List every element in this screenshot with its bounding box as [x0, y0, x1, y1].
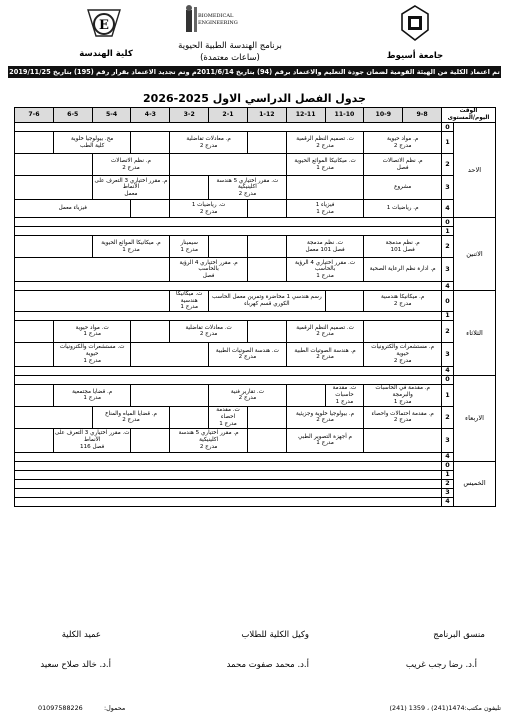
class-cell — [364, 176, 442, 200]
class-cell — [15, 200, 131, 218]
time-slot-header: 5-4 — [92, 108, 131, 123]
class-cell — [53, 384, 131, 406]
course-name: ت. معادلات تفاضلية — [185, 324, 232, 331]
empty-cell — [286, 384, 325, 406]
empty-cell — [131, 132, 170, 154]
schedule-row — [15, 291, 496, 312]
level-label: 4 — [441, 497, 453, 506]
course-room: مدرج 2 — [316, 331, 334, 338]
class-cell — [92, 176, 170, 200]
course-name: م. مقرر اختياري 4 الرؤية بالحاسب — [179, 259, 238, 273]
empty-cell — [15, 291, 170, 312]
class-cell — [364, 200, 442, 218]
footer-mobile-label: محمول: — [104, 704, 126, 712]
course-name: م. نظم الاتصالات — [110, 157, 151, 164]
day-label: الثلاثاء — [454, 291, 496, 376]
class-cell — [209, 384, 287, 406]
course-name: سيمينار — [180, 239, 198, 246]
schedule-row — [15, 236, 496, 258]
schedule-row — [15, 258, 496, 282]
level-label: 2 — [441, 154, 453, 176]
empty-cell — [131, 384, 209, 406]
level-label: 0 — [441, 375, 453, 384]
course-room: مدرج 2 — [122, 417, 140, 424]
empty-cell — [15, 320, 54, 342]
empty-cell — [15, 258, 170, 282]
corner-day-level-label: اليوم/المستوى — [447, 115, 490, 121]
empty-cell — [131, 320, 170, 342]
course-room: مدرج 2 — [393, 417, 412, 424]
class-cell — [286, 200, 364, 218]
signature-title-coordinator: منسق البرنامج — [433, 630, 485, 640]
level-label: 4 — [441, 366, 453, 375]
schedule-row — [15, 311, 496, 320]
class-cell — [286, 154, 364, 176]
empty-cell — [15, 470, 442, 479]
course-name: ت. مواد حيوية — [75, 324, 109, 331]
schedule-row — [15, 176, 496, 200]
level-label: 4 — [441, 282, 453, 291]
level-label: 4 — [441, 452, 453, 461]
class-cell — [170, 320, 248, 342]
level-label: 1 — [441, 227, 453, 236]
course-room: مدرج 1 — [316, 164, 334, 171]
course-room: مدرج 2 — [316, 354, 334, 361]
course-name: م. مستشعرات والكترونيات حيوية — [371, 344, 435, 357]
time-slot-header: 9-8 — [403, 108, 442, 123]
empty-cell — [15, 227, 442, 236]
level-label: 0 — [441, 218, 453, 227]
level-label: 2 — [441, 236, 453, 258]
empty-cell — [15, 218, 442, 227]
time-slot-header: 7-6 — [15, 108, 54, 123]
empty-cell — [15, 488, 442, 497]
schedule-table — [14, 107, 496, 507]
empty-cell — [247, 428, 286, 452]
course-name: م. معادلات تفاضلية — [186, 135, 231, 142]
class-cell — [364, 291, 442, 312]
class-cell — [364, 258, 442, 282]
biomedical-logo-line-2: ENGINEERING — [198, 20, 238, 26]
university-logo — [396, 4, 434, 44]
schedule-row — [15, 218, 496, 227]
course-name: ت. ميكانيكا هندسية — [176, 291, 203, 304]
schedule-row — [15, 154, 496, 176]
faculty-logo — [82, 6, 126, 48]
empty-cell — [15, 479, 442, 488]
day-label: الاثنين — [454, 218, 496, 291]
class-cell — [92, 406, 170, 428]
class-cell — [209, 342, 287, 366]
class-cell — [286, 428, 364, 452]
corner-header — [441, 108, 495, 123]
level-label: 2 — [441, 320, 453, 342]
schedule-row — [15, 282, 496, 291]
class-cell — [92, 154, 170, 176]
class-cell — [364, 132, 442, 154]
schedule-row — [15, 384, 496, 406]
schedule-row — [15, 342, 496, 366]
empty-cell — [170, 154, 286, 176]
class-cell — [170, 236, 209, 258]
class-cell — [53, 132, 131, 154]
class-cell — [92, 236, 170, 258]
course-name: م. مقدمة في الحاسبات والبرمجة — [375, 385, 430, 398]
course-name: ت. مستشعرات والكترونيات حيوية — [59, 344, 125, 357]
empty-cell — [15, 461, 442, 470]
course-room: مدرج 1 — [316, 208, 334, 215]
course-name: ت. مقرر اختياري 5 هندسة اكلينيكية — [216, 177, 279, 191]
empty-cell — [15, 154, 93, 176]
class-cell — [364, 154, 442, 176]
course-name: م. نظم الاتصالات — [382, 157, 423, 164]
level-label: 2 — [441, 479, 453, 488]
course-room: مدرج 1 — [180, 246, 198, 253]
course-room: مدرج 2 — [393, 357, 412, 364]
level-label: 3 — [441, 342, 453, 366]
empty-cell — [15, 366, 442, 375]
footer-phone: تليفون مكتب:1474(241) ، 1359 (241) — [389, 704, 501, 712]
course-name: م. قضايا مجتمعية — [72, 388, 113, 395]
class-cell — [170, 200, 248, 218]
course-name: م. ميكانيكا الموائع الحيوية — [101, 239, 161, 246]
signature-name-vice-dean: أ.د. محمد صفوت محمد — [226, 660, 309, 670]
course-room: مدرج 1 — [316, 272, 334, 279]
empty-cell — [131, 428, 170, 452]
course-room: مدرج 1 — [83, 357, 101, 364]
level-label: 1 — [441, 384, 453, 406]
course-name: ت. تقارير فنية — [230, 388, 264, 395]
schedule-row — [15, 470, 496, 479]
empty-cell — [247, 258, 286, 282]
table-title: جدول الفصل الدراسي الاول 2025-2026 — [143, 92, 366, 105]
course-room: مدرج 2 — [316, 142, 334, 149]
course-room: فصل 101 — [390, 246, 415, 253]
empty-cell — [247, 236, 286, 258]
course-name: ت. ميكانيكا الموائع الحيوية — [294, 157, 356, 164]
schedule-row — [15, 461, 496, 470]
course-name: ت. هندسة الصوتيات الطبية — [215, 347, 279, 354]
course-room: مدرج 1 — [122, 246, 140, 253]
program-subtitle: (ساعات معتمدة) — [200, 53, 260, 63]
course-name: ت. تصميم النظم الرقمية — [296, 135, 354, 142]
empty-cell — [15, 375, 442, 384]
empty-cell — [15, 311, 442, 320]
course-name: فيزياء 1 — [315, 201, 335, 208]
course-name: ت. مقدمة حاسبات — [332, 385, 357, 398]
course-room: مدرج 2 — [316, 417, 334, 424]
biomedical-logo-line-1: BIOMEDICAL — [198, 13, 234, 19]
time-slot-header: 3-2 — [170, 108, 209, 123]
signature-name-coordinator: أ.د. رضا رجب غريب — [405, 660, 477, 670]
signature-title-vice-dean: وكيل الكلية للطلاب — [241, 630, 309, 640]
class-cell — [364, 406, 442, 428]
faculty-logo-caption: كلية الهندسة — [79, 49, 133, 59]
schedule-row — [15, 366, 496, 375]
signature-name-dean: أ.د. خالد صلاح سعيد — [40, 660, 111, 670]
course-name: ت. نظم مدمجة — [307, 239, 344, 246]
class-cell — [209, 406, 248, 428]
empty-cell — [131, 200, 170, 218]
schedule-row — [15, 375, 496, 384]
day-label: الاربعاء — [454, 375, 496, 461]
corner-time-label: الوقت — [459, 108, 478, 114]
course-room: فصل — [396, 164, 409, 171]
course-name: ت. تصميم النظم الرقمية — [296, 324, 354, 331]
schedule-row — [15, 227, 496, 236]
course-name: ت. مقرر اختياري 3 التعرف على الأنماط — [54, 430, 130, 443]
schedule-row — [15, 132, 496, 154]
course-room: مدرج 2 — [122, 164, 140, 171]
course-name: م. مقرر اختياري 5 هندسة اكلينيكية — [178, 430, 239, 443]
class-cell — [364, 384, 442, 406]
day-label: الخميس — [454, 461, 496, 506]
class-cell — [209, 291, 325, 312]
level-label: 0 — [441, 291, 453, 312]
schedule-row — [15, 479, 496, 488]
schedule-row — [15, 406, 496, 428]
class-cell — [286, 236, 364, 258]
empty-cell — [325, 291, 364, 312]
level-label: 0 — [441, 123, 453, 132]
course-name: م. قضايا المياه والمناخ — [104, 410, 158, 417]
schedule-row — [15, 320, 496, 342]
course-name: م. مقدمة احتمالات واحصاء — [371, 410, 434, 417]
course-room: مدرج 1 — [180, 304, 198, 311]
empty-cell — [15, 342, 54, 366]
class-cell — [170, 291, 209, 312]
level-label: 3 — [441, 176, 453, 200]
course-name: م. هندسة الصوتيات الطبية — [294, 347, 356, 354]
course-name: م أجهزة التصوير الطبي — [298, 433, 353, 440]
empty-cell — [15, 406, 93, 428]
class-cell — [325, 384, 364, 406]
class-cell — [286, 320, 364, 342]
schedule-row — [15, 123, 496, 132]
course-room: مدرج 1 — [335, 398, 354, 405]
class-cell — [170, 428, 248, 452]
university-logo-caption: جامعة أسيوط — [386, 51, 444, 61]
course-name: م. ميكانيكا هندسية — [381, 294, 425, 301]
course-name: م. مواد حيوية — [387, 135, 419, 142]
empty-cell — [286, 176, 364, 200]
empty-cell — [247, 132, 286, 154]
course-name: م. ادارة نظم الرعاية الصحية — [369, 266, 436, 273]
time-slot-header: 4-3 — [131, 108, 170, 123]
empty-cell — [15, 384, 54, 406]
empty-cell — [364, 320, 442, 342]
level-label: 3 — [441, 488, 453, 497]
class-cell — [286, 132, 364, 154]
time-slot-header: 10-9 — [364, 108, 403, 123]
course-name: م. بيولوجيا خلوية وجزيئية — [296, 410, 355, 417]
course-room: مدرج 2 — [199, 142, 218, 149]
level-label: 1 — [441, 311, 453, 320]
time-slot-header: 1-12 — [247, 108, 286, 123]
class-cell — [364, 236, 442, 258]
course-room: مدرج 2 — [393, 142, 412, 149]
course-room: مدرج 1 — [83, 395, 101, 402]
empty-cell — [15, 236, 93, 258]
empty-cell — [131, 342, 209, 366]
schedule-row — [15, 488, 496, 497]
class-cell — [53, 428, 131, 452]
course-name: م. نظم مدمجة — [385, 239, 420, 246]
svg-text:E: E — [99, 18, 109, 33]
course-room: مدرج 2 — [199, 208, 218, 215]
class-cell — [170, 132, 248, 154]
level-label: 3 — [441, 258, 453, 282]
course-room: مدرج 2 — [199, 443, 218, 450]
course-name: رسم هندسي 1 محاضرة وتمرين معمل الحاسب الكوري قسم كهرباء — [211, 294, 322, 307]
course-room: فصل 116 — [80, 443, 105, 450]
empty-cell — [15, 428, 54, 452]
level-label: 1 — [441, 132, 453, 154]
time-slot-header: 2-1 — [209, 108, 248, 123]
empty-cell — [15, 282, 442, 291]
course-room: مدرج 1 — [83, 331, 101, 338]
schedule-row — [15, 452, 496, 461]
biomedical-logo-text — [198, 13, 238, 27]
course-room: مدرج 2 — [199, 331, 218, 338]
schedule-row — [15, 200, 496, 218]
empty-cell — [170, 176, 209, 200]
course-room: مدرج 1 — [219, 420, 237, 427]
course-name: مح. بيولوجيا خلوية — [71, 135, 114, 142]
course-name: ت. رياضيات 1 — [191, 201, 226, 208]
day-label: الاحد — [454, 123, 496, 218]
course-name: فيزياء معمل — [58, 205, 87, 212]
program-title: برنامج الهندسة الطبية الحيوية — [178, 41, 282, 51]
level-label: 0 — [441, 461, 453, 470]
course-room: كلية الطب — [80, 142, 105, 149]
empty-cell — [247, 200, 286, 218]
empty-cell — [247, 406, 286, 428]
signature-title-dean: عميد الكلية — [61, 630, 101, 640]
empty-cell — [170, 406, 209, 428]
time-slot-header: 6-5 — [53, 108, 92, 123]
course-room: مدرج 2 — [393, 300, 412, 307]
class-cell — [286, 342, 364, 366]
level-label: 1 — [441, 470, 453, 479]
empty-cell — [209, 236, 248, 258]
class-cell — [170, 258, 248, 282]
footer-mobile: 01097588226 — [38, 704, 83, 712]
course-name: م. رياضيات 1 — [386, 205, 419, 212]
course-room: مدرج 2 — [238, 395, 257, 402]
schedule-row — [15, 428, 496, 452]
course-room: فصل — [202, 272, 215, 279]
schedule-row — [15, 497, 496, 506]
course-room: مدرج 1 — [393, 398, 412, 405]
level-label: 2 — [441, 406, 453, 428]
empty-cell — [247, 320, 286, 342]
course-room: مدرج 2 — [238, 190, 257, 197]
class-cell — [53, 342, 131, 366]
empty-cell — [364, 428, 442, 452]
time-slot-header: 11-10 — [325, 108, 364, 123]
table-header-row — [15, 108, 496, 123]
time-slot-header: 12-11 — [286, 108, 325, 123]
course-room: مدرج 2 — [238, 354, 257, 361]
course-room: فصل 101 معمل — [305, 246, 345, 253]
course-room: مدرج 1 — [316, 440, 334, 447]
empty-cell — [15, 176, 93, 200]
empty-cell — [15, 132, 54, 154]
class-cell — [286, 258, 364, 282]
course-name: ت. مقرر اختياري 4 الرؤية بالحاسب — [294, 259, 356, 273]
class-cell — [364, 342, 442, 366]
class-cell — [209, 176, 287, 200]
course-room: معمل — [124, 190, 138, 197]
class-cell — [286, 406, 364, 428]
level-label: 4 — [441, 200, 453, 218]
empty-cell — [15, 452, 442, 461]
accreditation-bar: تم اعتماد الكلية من الهيئة القومية لضمان جودة التعليم والاعتماد برقم (94) بتاريخ 2011/6/14م وتم تجديد الاعتماد بقرار رقم (195) بتاريخ 2019/11/25 — [9, 68, 500, 76]
empty-cell — [15, 497, 442, 506]
course-name: م. مقرر اختياري 3 التعرف على الأنماط — [94, 177, 168, 191]
course-name: مشروع — [394, 184, 412, 191]
course-name: ت. مقدمة احصاء — [216, 407, 240, 420]
empty-cell — [15, 123, 442, 132]
level-label: 3 — [441, 428, 453, 452]
class-cell — [53, 320, 131, 342]
